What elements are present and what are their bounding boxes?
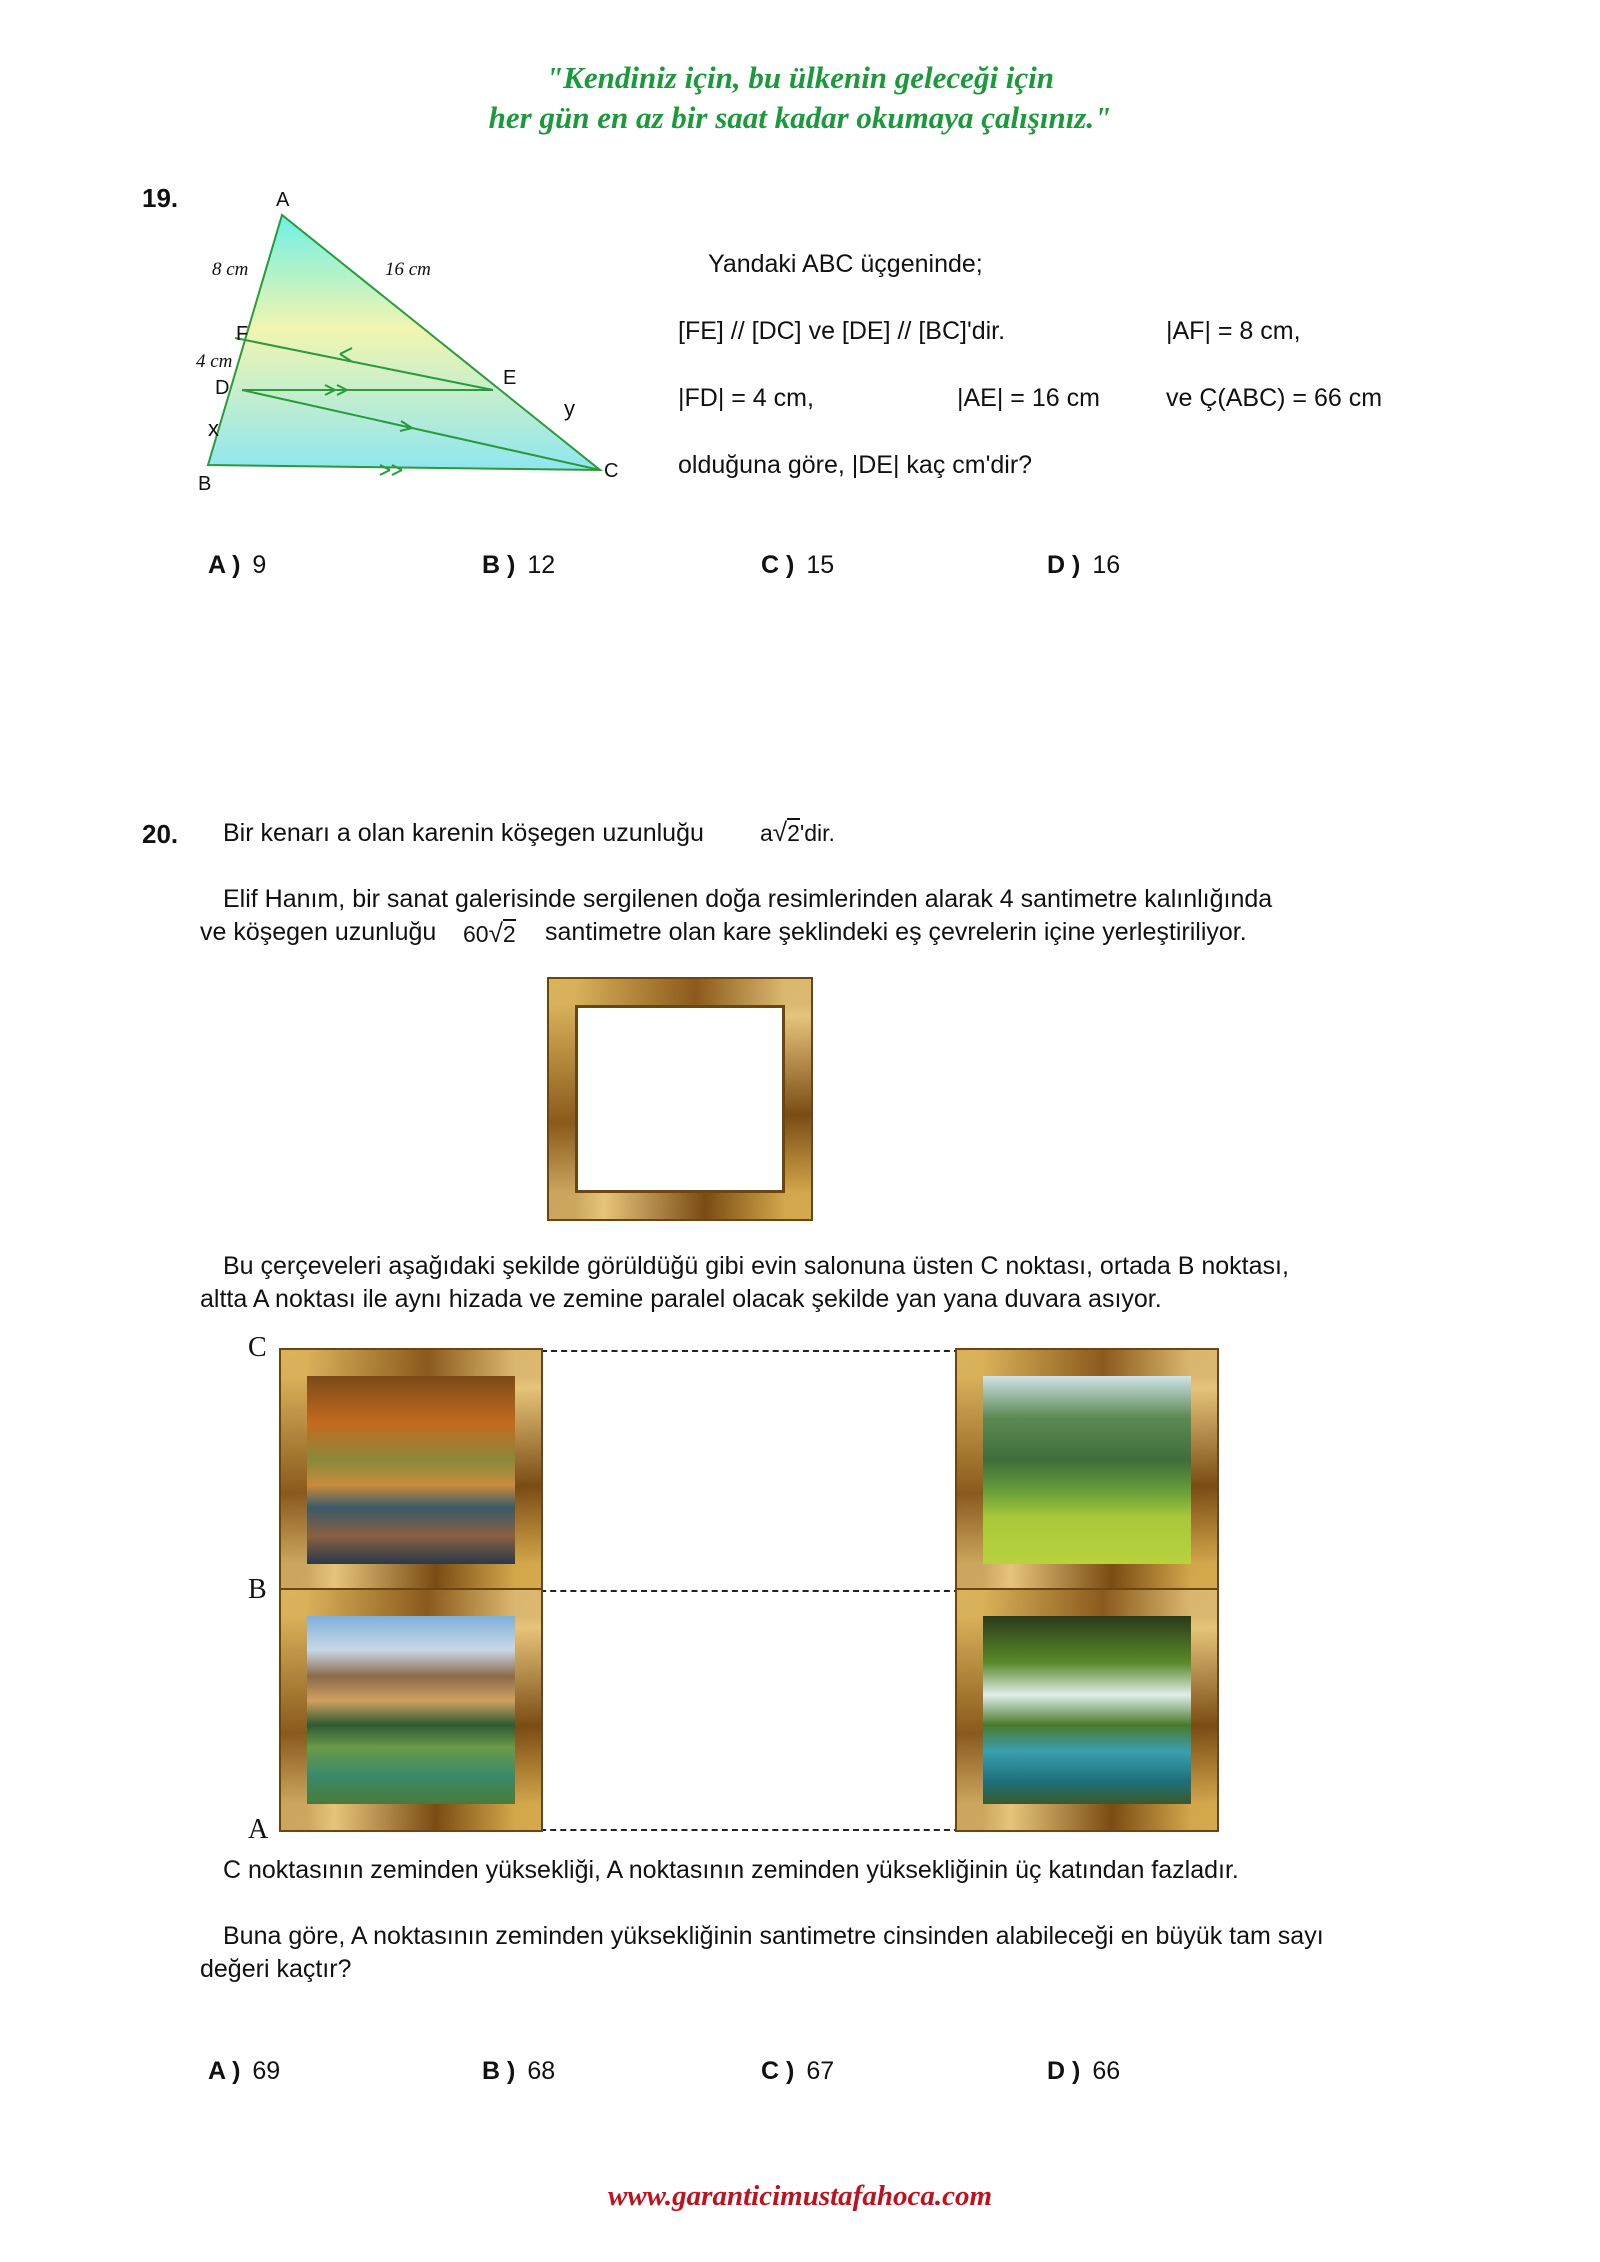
q19-line3c: ve Ç(ABC) = 66 cm <box>1166 384 1383 412</box>
triangle-figure <box>190 180 640 500</box>
q20-intro-math: a√2'dir. <box>760 817 835 847</box>
q19-line2a: [FE] // [DC] ve [DE] // [BC]'dir. <box>678 317 1006 345</box>
point-b-label: B <box>248 1574 267 1605</box>
q19-option-c[interactable]: C ) 15 <box>761 551 835 579</box>
q19-line3b: |AE| = 16 cm <box>957 384 1100 412</box>
label-4cm: 4 cm <box>196 351 233 372</box>
q20-intro: Bir kenarı a olan karenin köşegen uzunluğu <box>223 819 704 847</box>
motto-line-2: her gün en az bir saat kadar okumaya çalışınız." <box>488 100 1112 135</box>
label-16cm: 16 cm <box>385 259 431 280</box>
q19-option-a[interactable]: A ) 9 <box>208 551 267 579</box>
q20-option-d[interactable]: D ) 66 <box>1047 2057 1121 2085</box>
autumn-lake-painting <box>281 1350 541 1590</box>
label-y: y <box>564 396 575 421</box>
q20-p1-line1: Elif Hanım, bir sanat galerisinde sergilenen doğa resimlerinden alarak 4 santimetre kalınlığında <box>223 885 1273 913</box>
empty-frame-image <box>549 979 811 1219</box>
green-valley-painting <box>957 1350 1217 1590</box>
q19-option-b[interactable]: B ) 12 <box>482 551 556 579</box>
label-e: E <box>503 367 517 389</box>
q19-line2b: |AF| = 8 cm, <box>1166 317 1301 345</box>
label-d: D <box>215 377 230 399</box>
triangle-abc <box>208 215 600 470</box>
label-c: C <box>604 460 619 482</box>
q20-p1-math: 60√2 <box>463 918 516 948</box>
footer-website-link[interactable]: www.garanticimustafahoca.com <box>607 2180 993 2212</box>
q20-p2-line1: Bu çerçeveleri aşağıdaki şekilde görüldüğü gibi evin salonuna üsten C noktası, ortada B noktası, <box>223 1252 1289 1280</box>
dashed-line-a <box>530 1829 960 1831</box>
question-20-number: 20. <box>142 819 179 849</box>
q20-p2-line2: altta A noktası ile aynı hizada ve zemine paralel olacak şekilde yan yana duvara asıyor. <box>200 1285 1162 1313</box>
q20-option-a[interactable]: A ) 69 <box>208 2057 281 2085</box>
waterfall-painting <box>957 1590 1217 1830</box>
point-c-label: C <box>248 1332 267 1363</box>
q20-option-b[interactable]: B ) 68 <box>482 2057 556 2085</box>
dashed-line-b <box>530 1590 960 1592</box>
label-f: F <box>236 323 249 345</box>
q19-line1: Yandaki ABC üçgeninde; <box>708 250 983 278</box>
q20-p4-line1: Buna göre, A noktasının zeminden yüksekliğinin santimetre cinsinden alabileceği en büyük tam sayı <box>223 1922 1324 1950</box>
label-x: x <box>208 416 219 441</box>
q20-p1-line2-pre: ve köşegen uzunluğu <box>200 918 437 946</box>
label-a: A <box>276 189 290 211</box>
q20-p1-line2-post: santimetre olan kare şeklindeki eş çevrelerin içine yerleştiriliyor. <box>545 918 1247 946</box>
q20-p4-line2: değeri kaçtır? <box>200 1955 352 1983</box>
motto-line-1: "Kendiniz için, bu ülkenin geleceği için <box>545 60 1055 95</box>
q20-p3: C noktasının zeminden yüksekliği, A noktasının zeminden yüksekliğinin üç katından fazladır. <box>223 1856 1239 1884</box>
q20-option-c[interactable]: C ) 67 <box>761 2057 835 2085</box>
mountain-lake-painting <box>281 1590 541 1830</box>
q19-line3a: |FD| = 4 cm, <box>678 384 814 412</box>
question-19-number: 19. <box>142 183 179 213</box>
q19-option-d[interactable]: D ) 16 <box>1047 551 1121 579</box>
q19-line4: olduğuna göre, |DE| kaç cm'dir? <box>678 451 1033 479</box>
point-a-label: A <box>248 1814 269 1845</box>
label-8cm: 8 cm <box>212 259 249 280</box>
label-b: B <box>198 473 212 495</box>
